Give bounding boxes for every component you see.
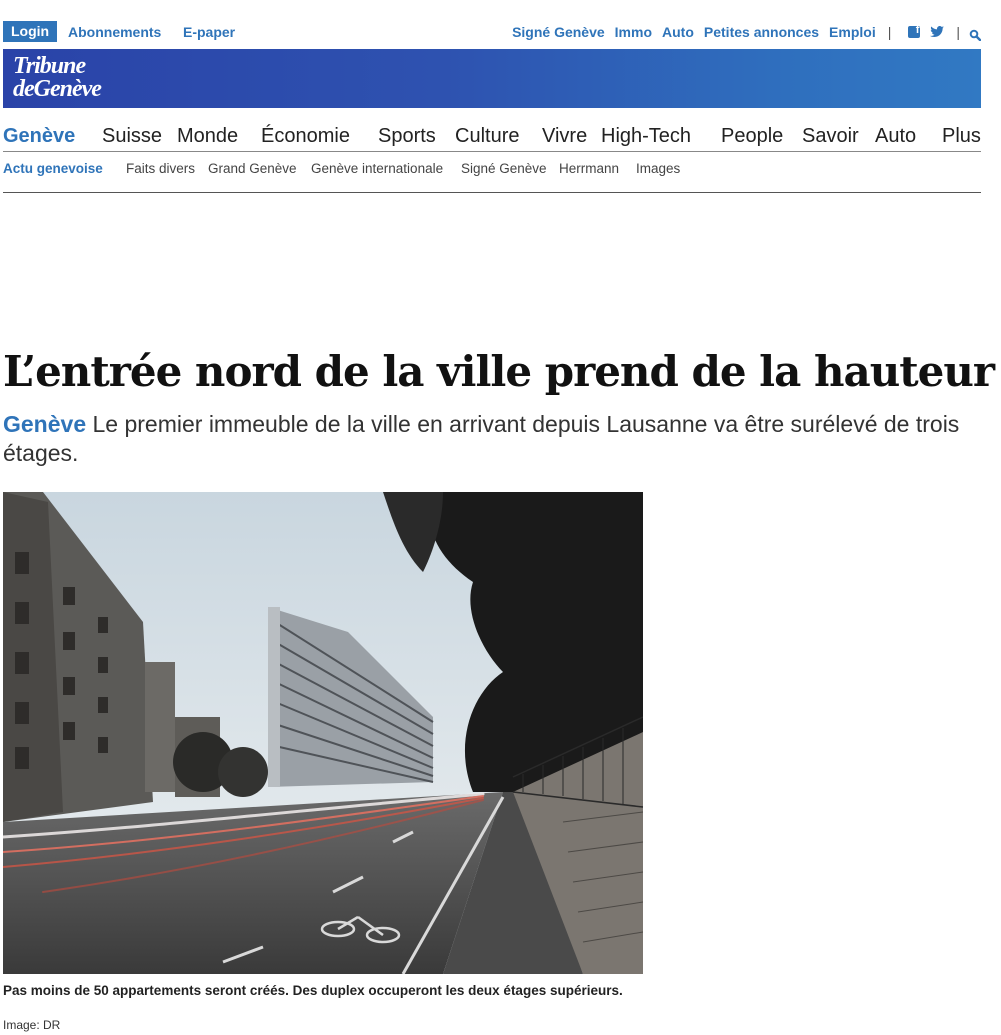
- facebook-icon[interactable]: [908, 26, 920, 38]
- auto-link[interactable]: Auto: [662, 24, 694, 40]
- nav-item-sports[interactable]: Sports: [378, 125, 436, 147]
- site-logo[interactable]: [13, 55, 101, 101]
- immo-link[interactable]: Immo: [614, 24, 652, 40]
- nav-item-suisse[interactable]: Suisse: [102, 125, 163, 147]
- subnav-item-signe-geneve[interactable]: Signé Genève: [461, 161, 547, 176]
- nav-item-auto[interactable]: Auto: [875, 125, 917, 147]
- subnav-item-actu-genevoise[interactable]: Actu genevoise: [3, 161, 103, 176]
- sub-nav: [3, 159, 981, 193]
- nav-item-savoir[interactable]: Savoir: [802, 125, 859, 147]
- photo-caption: Pas moins de 50 appartements seront créés. Des duplex occuperont les deux étages supérieurs.: [3, 983, 623, 998]
- logo-line-2: deGenève: [13, 76, 101, 102]
- article-lead: [3, 410, 978, 468]
- nav-item-culture[interactable]: Culture: [455, 125, 520, 147]
- masthead-banner: [3, 49, 981, 108]
- emploi-link[interactable]: Emploi: [829, 24, 876, 40]
- nav-item-monde[interactable]: Monde: [177, 125, 239, 147]
- article-kicker[interactable]: Genève: [3, 411, 87, 437]
- nav-item-plus[interactable]: Plus: [942, 125, 981, 147]
- separator: |: [956, 24, 960, 40]
- subnav-item-images[interactable]: Images: [636, 161, 681, 176]
- article-photo[interactable]: [3, 492, 643, 974]
- subnav-item-faits-divers[interactable]: Faits divers: [126, 161, 196, 176]
- nav-item-people[interactable]: People: [721, 125, 784, 147]
- signe-geneve-link[interactable]: Signé Genève: [512, 24, 605, 40]
- subnav-item-herrmann[interactable]: Herrmann: [559, 161, 620, 176]
- main-nav: [3, 122, 981, 152]
- subnav-item-grand-geneve[interactable]: Grand Genève: [208, 161, 297, 176]
- epaper-link[interactable]: E-paper: [183, 24, 236, 40]
- login-button[interactable]: Login: [3, 21, 57, 42]
- petites-annonces-link[interactable]: Petites annonces: [703, 24, 820, 40]
- search-icon[interactable]: [969, 26, 981, 38]
- nav-item-economie[interactable]: Économie: [261, 125, 350, 147]
- nav-item-vivre[interactable]: Vivre: [542, 125, 588, 147]
- top-right-links: [502, 22, 981, 42]
- top-bar: [3, 20, 981, 42]
- subnav-item-geneve-internationale[interactable]: Genève internationale: [311, 161, 444, 176]
- twitter-icon[interactable]: [930, 26, 944, 38]
- logo-line-1: Tribune: [13, 53, 86, 79]
- article-lead-text: Le premier immeuble de la ville en arrivant depuis Lausanne va être surélevé de trois étages.: [3, 411, 960, 466]
- separator: |: [887, 24, 892, 40]
- nav-item-geneve[interactable]: Genève: [3, 125, 76, 147]
- nav-item-high-tech[interactable]: High-Tech: [601, 125, 692, 147]
- photo-credit: Image: DR: [3, 1018, 61, 1032]
- subscriptions-link[interactable]: Abonnements: [68, 24, 162, 40]
- article-headline: L’entrée nord de la ville prend de la hauteur: [3, 347, 995, 396]
